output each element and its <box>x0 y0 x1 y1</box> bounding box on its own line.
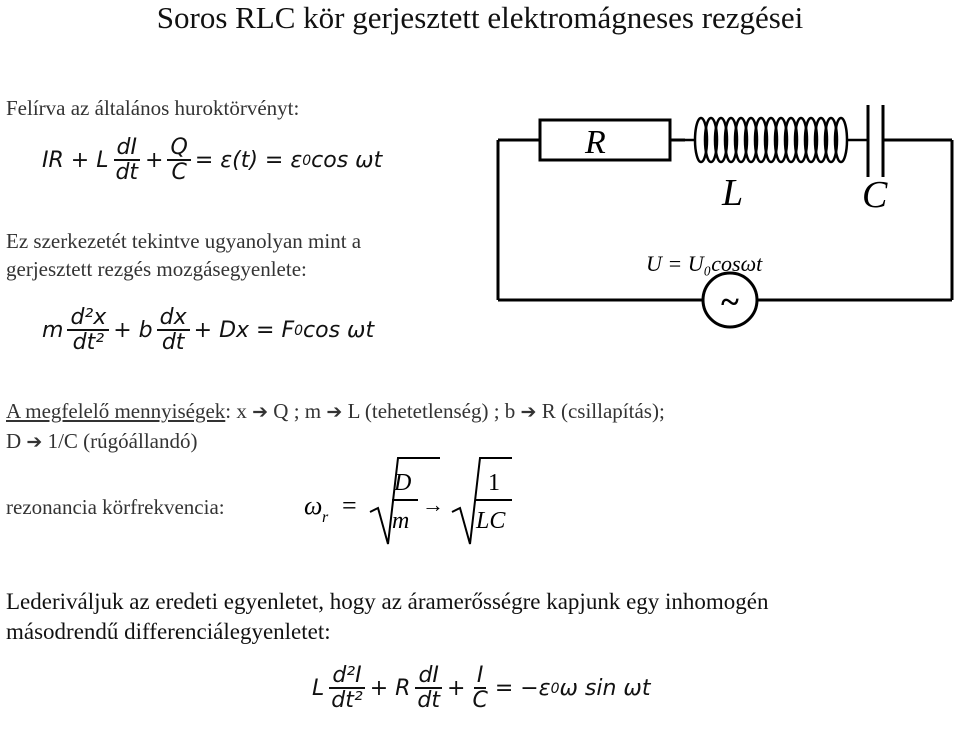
eq1-plus: + <box>145 148 164 174</box>
mapping-line-2 <box>6 428 197 455</box>
arrow-icon: ➔ <box>26 431 43 453</box>
inductor-coil <box>685 118 868 162</box>
eq3-mid1: + R <box>369 676 411 702</box>
eq2-mid: + b <box>113 318 153 344</box>
eq3-frac2-num: dI <box>415 664 441 689</box>
eq2-tail: + Dx = F <box>193 318 295 344</box>
eq1-rhs-sub: 0 <box>302 152 312 169</box>
eq3-frac1-num: d²I <box>329 664 364 689</box>
resistor-label: R <box>585 124 606 161</box>
capacitor <box>868 105 952 177</box>
omega-subscript: r <box>322 509 329 526</box>
eq1-rhs-tail: cos ωt <box>311 148 383 174</box>
arrow-icon: ➔ <box>326 401 343 423</box>
eq1-frac1-den: dt <box>115 160 139 186</box>
eq1-rhs: = ε(t) = ε <box>194 148 303 174</box>
eq3-rhs-sub: 0 <box>550 680 560 697</box>
kirchhoff-equation <box>42 136 382 185</box>
eq2-m: m <box>42 318 64 344</box>
page-title: Soros RLC kör gerjesztett elektromágneses rezgései <box>156 0 804 35</box>
eq1-frac2-num: Q <box>167 136 190 161</box>
eq3-rhs-tail: ω sin ωt <box>559 676 651 702</box>
source-label: U = U₀cosωt <box>646 251 763 276</box>
eq1-frac1-num: dI <box>114 136 140 161</box>
rlc-circuit-diagram <box>490 95 960 345</box>
sqrt1-num: D <box>394 470 412 496</box>
eq3-plus: + <box>447 676 466 702</box>
eq2-frac2-den: dt <box>161 330 185 356</box>
eq1-lhs: IR + L <box>42 148 109 174</box>
intro-text: Felírva az általános huroktörvényt: <box>6 96 300 120</box>
resonance-label: rezonancia körfrekvencia: <box>6 495 225 519</box>
eq2-tail-sub: 0 <box>294 322 304 339</box>
motion-equation <box>42 306 374 355</box>
equals-sign: = <box>342 491 357 520</box>
sqrt1-den: m <box>392 508 410 534</box>
eq3-frac3-num: I <box>474 664 487 689</box>
eq2-tail-end: cos ωt <box>303 318 375 344</box>
mapping-part-1: Q ; m <box>268 399 327 423</box>
ac-symbol: ~ <box>721 284 739 321</box>
analogy-line-1: Ez szerkezetét tekintve ugyanolyan mint a <box>6 229 362 253</box>
analogy-line-2: gerjesztett rezgés mozgásegyenlete: <box>6 257 307 281</box>
current-equation <box>312 664 650 713</box>
mapping-line-1 <box>6 398 665 425</box>
eq3-L: L <box>312 676 325 702</box>
derive-line-1: Lederiváljuk az eredeti egyenletet, hogy az áramerősségre kapjunk egy inhomogén <box>6 589 769 614</box>
eq3-rhs: = −ε <box>494 676 551 702</box>
eq2-frac1-den: dt² <box>72 330 105 356</box>
mapping-part-3: R (csillapítás); <box>536 399 665 423</box>
capacitor-label: C <box>862 174 888 216</box>
derive-line-2: másodrendű differenciálegyenletet: <box>6 619 331 644</box>
sqrt2-num: 1 <box>488 470 500 496</box>
mapping-x: : x <box>225 399 247 423</box>
inductor-label: L <box>722 172 744 214</box>
eq2-frac1-num: d²x <box>67 306 109 331</box>
sqrt2-den: LC <box>476 508 506 534</box>
mapping-label: A megfelelő mennyiségek <box>6 399 226 423</box>
arrow-to: → <box>422 492 444 517</box>
mapping-part-2: L (tehetetlenség) ; b <box>342 399 521 423</box>
eq2-frac2-num: dx <box>157 306 190 331</box>
arrow-icon: ➔ <box>252 401 269 423</box>
eq3-frac3-den: C <box>472 688 488 714</box>
mapping-part-4: 1/C (rúgóállandó) <box>42 429 198 453</box>
resonance-formula <box>300 452 520 552</box>
eq1-frac2-den: C <box>171 160 187 186</box>
arrow-icon: ➔ <box>520 401 537 423</box>
mapping-d: D <box>6 429 27 453</box>
omega-symbol: ω <box>304 491 323 520</box>
eq3-frac1-den: dt² <box>331 688 363 714</box>
eq3-frac2-den: dt <box>417 688 440 714</box>
